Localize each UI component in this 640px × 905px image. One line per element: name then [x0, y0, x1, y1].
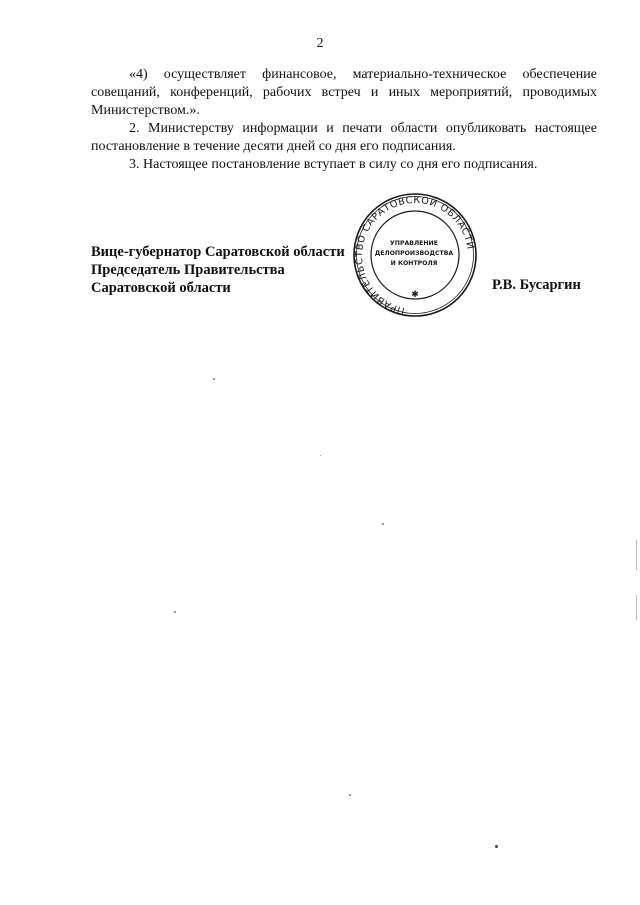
- scan-speck: [213, 378, 215, 380]
- scan-speck: [174, 611, 176, 613]
- paragraph-1: «4) осуществляет финансовое, материально-техническое обеспечение совещаний, конференций, рабочих встреч и иных мероприятий, проводимых Министерством.».: [91, 67, 597, 118]
- svg-text:ДЕЛОПРОИЗВОДСТВА: ДЕЛОПРОИЗВОДСТВА: [374, 250, 454, 257]
- scan-edge-mark: [636, 540, 637, 570]
- signatory-title-line-1: Вице-губернатор Саратовской области: [91, 244, 345, 260]
- signer-name: Р.В. Бусаргин: [492, 277, 581, 293]
- body-text: [91, 66, 597, 174]
- svg-text:УПРАВЛЕНИЕ: УПРАВЛЕНИЕ: [390, 240, 438, 247]
- page-number: 2: [316, 36, 324, 51]
- svg-text:И КОНТРОЛЯ: И КОНТРОЛЯ: [390, 260, 438, 267]
- paragraph-3: 3. Настоящее постановление вступает в силу со дня его подписания.: [129, 157, 538, 172]
- signatory-title-line-3: Саратовской области: [91, 280, 231, 296]
- scan-speck: [349, 794, 351, 796]
- scan-speck: [382, 523, 384, 525]
- scan-speck: [320, 455, 321, 456]
- scan-speck: [495, 845, 498, 848]
- signature-block: [91, 243, 345, 297]
- paragraph-2: 2. Министерству информации и печати области опубликовать настоящее постановление в течение десяти дней со дня его подписания.: [91, 121, 597, 154]
- scan-edge-mark: [636, 595, 637, 620]
- svg-text:ПРАВИТЕЛЬСТВО САРАТОВСКОЙ ОБЛА: ПРАВИТЕЛЬСТВО САРАТОВСКОЙ ОБЛАСТИ: [353, 194, 476, 316]
- svg-text:✱: ✱: [411, 290, 419, 300]
- official-seal-stamp: [350, 193, 480, 317]
- signatory-title-line-2: Председатель Правительства: [91, 262, 285, 278]
